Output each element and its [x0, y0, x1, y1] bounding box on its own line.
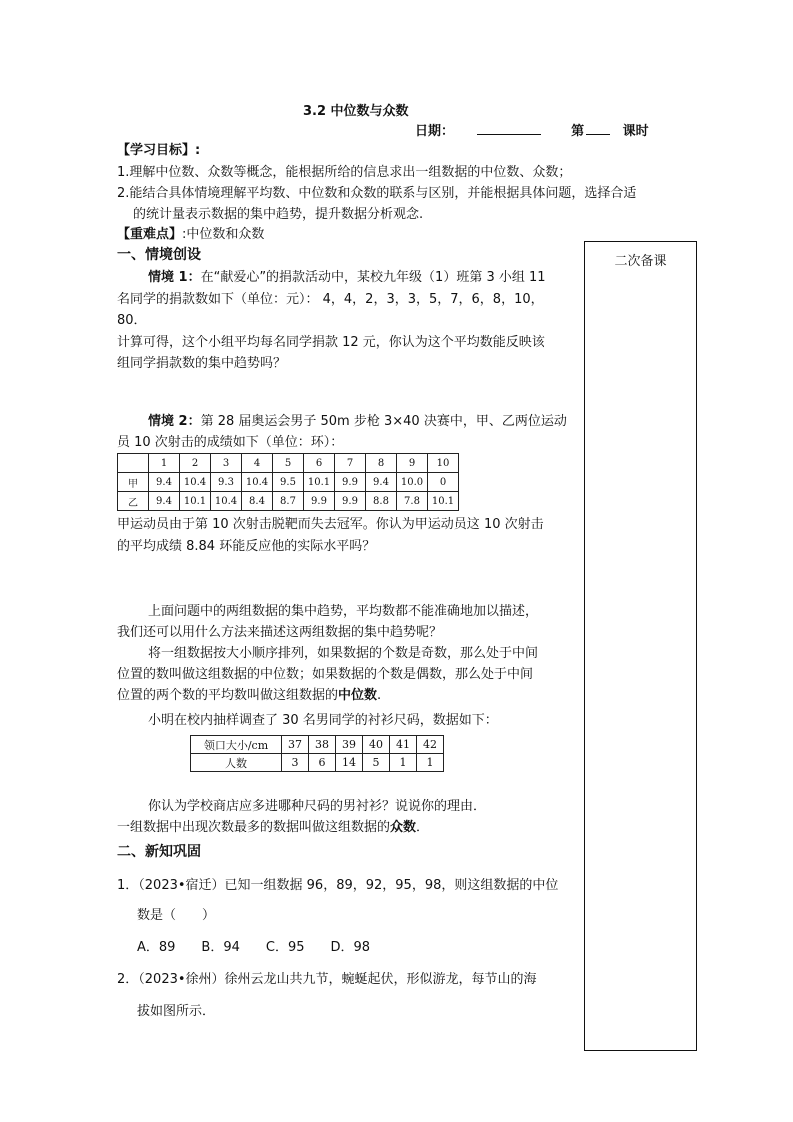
goals-heading: 【学习目标】: [117, 143, 201, 158]
shooting-score-table [117, 453, 459, 511]
scenario2-text: 第 28 届奥运会男子 50m 步枪 3×40 决赛中，甲、乙两位运动 [200, 414, 567, 429]
table-cell: 41 [390, 736, 417, 754]
question1-options: A．89 B．94 C．95 D．98 [137, 940, 371, 955]
mode-term: 众数 [390, 820, 417, 835]
scenario1-line4: 计算可得，这个小组平均每名同学捐款 12 元，你认为这个平均数能反映该 [117, 335, 545, 350]
table-cell: 9 [397, 454, 428, 473]
question2-line2: 拔如图所示． [137, 1004, 216, 1019]
table-cell: 10.0 [397, 473, 428, 492]
mode-definition-end: ． [416, 820, 430, 835]
median-definition-text: 位置的两个数的平均数叫做这组数据的 [117, 688, 339, 703]
table-cell: 6 [304, 454, 335, 473]
date-label: 日期： [415, 124, 455, 139]
shirt-size-table [190, 735, 444, 772]
table-cell: 14 [336, 754, 363, 772]
table-cell: 3 [211, 454, 242, 473]
scenario1-label: 情境 1： [148, 270, 201, 285]
date-line [415, 120, 649, 139]
table-cell: 5 [273, 454, 304, 473]
table-cell: 8 [366, 454, 397, 473]
table-cell: 10.4 [242, 473, 273, 492]
question2-line1: 2．（2023•徐州）徐州云龙山共九节，蜿蜒起伏，形似游龙，每节山的海 [117, 972, 537, 987]
key-points [117, 223, 264, 242]
table-cell: 9.4 [149, 473, 180, 492]
scenario1-line3: 80． [117, 313, 147, 328]
table-cell: 9.5 [273, 473, 304, 492]
table-cell: 甲 [118, 473, 149, 492]
goal-item-2a: 2.能结合具体情境理解平均数、中位数和众数的联系与区别，并能根据具体问题，选择合适 [117, 186, 637, 201]
table-cell: 9.9 [335, 492, 366, 511]
table-cell: 38 [309, 736, 336, 754]
paragraph2-line3 [117, 684, 381, 703]
table-cell: 9.3 [211, 473, 242, 492]
paragraph2-line2: 位置的数叫做这组数据的中位数；如果数据的个数是偶数，那么处于中间 [117, 667, 534, 682]
table-cell: 9.4 [366, 473, 397, 492]
table-cell: 3 [282, 754, 309, 772]
table-row [118, 473, 459, 492]
table-cell: 9.9 [304, 492, 335, 511]
page-title: 3.2 中位数与众数 [303, 104, 409, 119]
key-points-heading: 【重难点】 [117, 227, 183, 242]
table-cell: 10.4 [211, 492, 242, 511]
table-cell: 1 [390, 754, 417, 772]
table-cell: 乙 [118, 492, 149, 511]
table-cell: 9.4 [149, 492, 180, 511]
table-cell: 10.1 [180, 492, 211, 511]
median-definition-end: . [377, 688, 382, 703]
question1-line1: 1．（2023•宿迁）已知一组数据 96，89，92，95，98，则这组数据的中位 [117, 878, 559, 893]
secondary-prep-title: 二次备课 [614, 254, 667, 269]
period-prefix: 第 [571, 124, 585, 139]
paragraph3-line1: 小明在校内抽样调查了 30 名男同学的衬衫尺码，数据如下： [148, 713, 498, 728]
secondary-prep-box [584, 241, 697, 1051]
period-suffix: 课时 [622, 124, 649, 139]
table-cell: 10.4 [180, 473, 211, 492]
paragraph1-line2: 我们还可以用什么方法来描述这两组数据的集中趋势呢？ [117, 625, 443, 640]
scenario1-line2: 名同学的捐款数如下（单位：元）： 4，4，2，3，3，5，7，6，8，10， [117, 292, 544, 307]
table-cell: 42 [417, 736, 444, 754]
median-term: 中位数 [338, 688, 378, 703]
table-row [118, 454, 459, 473]
table-cell: 1 [417, 754, 444, 772]
table-cell: 领口大小/cm [191, 736, 282, 754]
table-cell: 8.4 [242, 492, 273, 511]
table-cell [118, 454, 149, 473]
scenario1-text: 在“献爱心”的捐款活动中，某校九年级（1）班第 3 小组 11 [200, 270, 546, 285]
paragraph2-line1: 将一组数据按大小顺序排列，如果数据的个数是奇数，那么处于中间 [148, 646, 539, 661]
mode-definition [117, 816, 429, 835]
table-row [118, 492, 459, 511]
table-cell: 5 [363, 754, 390, 772]
table-cell: 8.8 [366, 492, 397, 511]
table-cell: 7.8 [397, 492, 428, 511]
table-cell: 6 [309, 754, 336, 772]
scenario2-line4: 的平均成绩 8.84 环能反应他的实际水平吗？ [117, 539, 376, 554]
table-cell: 40 [363, 736, 390, 754]
table-cell: 10 [428, 454, 459, 473]
table-cell: 2 [180, 454, 211, 473]
date-blank [477, 122, 541, 135]
section2-heading: 二、新知巩固 [117, 844, 201, 860]
table-cell: 人数 [191, 754, 282, 772]
table-cell: 39 [336, 736, 363, 754]
table-row [191, 754, 444, 772]
table-cell: 9.9 [335, 473, 366, 492]
goal-item-1: 1.理解中位数、众数等概念，能根据所给的信息求出一组数据的中位数、众数； [117, 165, 572, 180]
paragraph1-line1: 上面问题中的两组数据的集中趋势，平均数都不能准确地加以描述， [148, 604, 539, 619]
table-cell: 10.1 [428, 492, 459, 511]
scenario1-line5: 组同学捐款数的集中趋势吗？ [117, 356, 287, 371]
scenario1-line1 [148, 266, 546, 285]
mode-definition-text: 一组数据中出现次数最多的数据叫做这组数据的 [117, 820, 391, 835]
table-cell: 37 [282, 736, 309, 754]
table-cell: 8.7 [273, 492, 304, 511]
table-cell: 0 [428, 473, 459, 492]
table-row [191, 736, 444, 754]
table-cell: 7 [335, 454, 366, 473]
scenario2-line2: 员 10 次射击的成绩如下（单位：环）： [117, 435, 344, 450]
question1-line2: 数是（ ） [137, 908, 216, 923]
scenario2-line3: 甲运动员由于第 10 次射击脱靶而失去冠军。你认为甲运动员这 10 次射击 [117, 517, 544, 532]
period-blank [586, 122, 610, 135]
key-points-text: :中位数和众数 [182, 227, 265, 242]
goal-item-2b: 的统计量表示数据的集中趋势，提升数据分析观念. [133, 207, 424, 222]
paragraph4-line1: 你认为学校商店应多进哪种尺码的男衬衫？说说你的理由． [148, 799, 487, 814]
table-cell: 10.1 [304, 473, 335, 492]
table-cell: 4 [242, 454, 273, 473]
section1-heading: 一、情境创设 [117, 247, 201, 263]
scenario2-label: 情境 2： [148, 414, 201, 429]
scenario2-line1 [148, 410, 567, 429]
table-cell: 1 [149, 454, 180, 473]
